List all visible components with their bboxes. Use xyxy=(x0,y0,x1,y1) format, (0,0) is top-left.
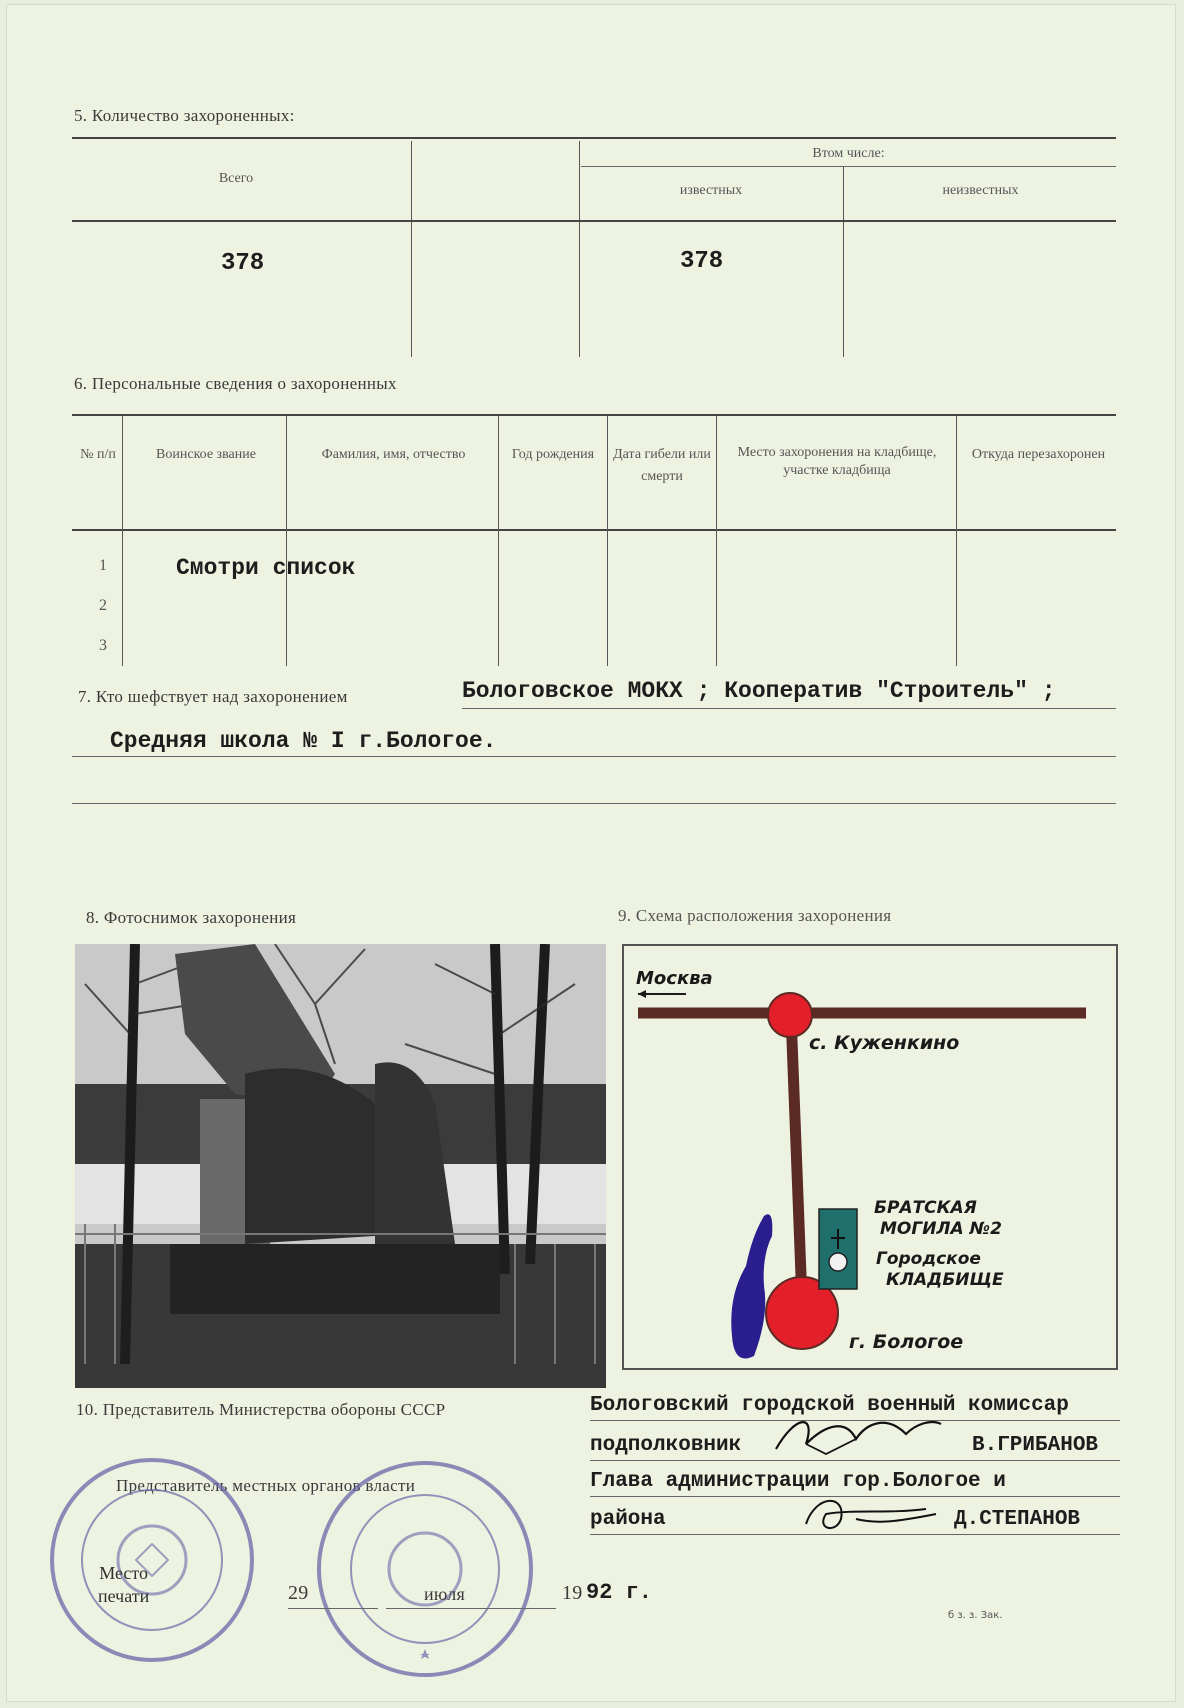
total-value: 378 xyxy=(221,250,265,277)
memorial-photo-image xyxy=(75,944,606,1388)
head-admin-district: района xyxy=(590,1508,666,1531)
header-num: № п/п xyxy=(80,447,116,462)
seal-place-line-2: печати xyxy=(98,1585,150,1606)
divider xyxy=(843,166,844,357)
header-unknown: неизвестных xyxy=(942,183,1019,198)
date-day: 29 xyxy=(288,1582,309,1604)
local-authority-label: Представитель местных органов власти xyxy=(116,1476,416,1495)
head-admin-signature xyxy=(796,1484,946,1544)
commissar-rank: подполковник xyxy=(590,1434,742,1457)
road-vertical xyxy=(791,1014,802,1302)
military-commissariat-seal xyxy=(310,1454,540,1684)
patron-line-1: Бологовское МОКХ ; Кооператив "Строитель" ; xyxy=(462,678,1056,704)
section9-title: 9. Схема расположения захоронения xyxy=(618,906,892,925)
divider xyxy=(72,414,1116,416)
document-sheet xyxy=(6,4,1176,1702)
row-number: 1 xyxy=(99,557,107,574)
commissar-title: Бологовский городской военный комиссар xyxy=(590,1394,1069,1417)
header-total: Всего xyxy=(218,171,254,186)
header-place: Место захоронения на кладбище, участке кладбища xyxy=(737,445,937,478)
known-value: 378 xyxy=(680,248,724,275)
section5-title: 5. Количество захороненных: xyxy=(74,106,295,125)
divider xyxy=(72,756,1116,757)
date-month: июля xyxy=(424,1584,466,1604)
grave-icon xyxy=(829,1253,847,1271)
divider xyxy=(122,416,123,666)
divider xyxy=(72,220,1116,222)
map-label-kuzhenkino: с. Куженкино xyxy=(809,1032,960,1054)
header-known: известных xyxy=(679,183,743,198)
map-drawing xyxy=(624,946,1116,1368)
print-mark: б з. з. Зак. xyxy=(948,1610,1003,1621)
arrow-left-icon xyxy=(638,990,646,998)
head-admin-title: Глава администрации гор.Бологое и xyxy=(590,1470,1006,1493)
seal-place xyxy=(98,1562,149,1607)
divider xyxy=(607,416,608,666)
divider xyxy=(72,803,1116,804)
header-rank: Воинское звание xyxy=(156,447,256,462)
date-year-suffix: 92 г. xyxy=(586,1580,653,1605)
section10-label: 10. Представитель Министерства обороны СССР xyxy=(76,1400,446,1419)
map-label-moscow: Москва xyxy=(636,968,713,989)
commissar-signature xyxy=(766,1404,946,1464)
commissar-name: В.ГРИБАНОВ xyxy=(972,1434,1099,1457)
header-death: Дата гибели или смерти xyxy=(613,447,711,484)
executive-committee-seal xyxy=(44,1452,260,1668)
divider xyxy=(288,1608,378,1609)
header-from: Откуда перезахоронен xyxy=(971,447,1106,462)
divider xyxy=(411,141,412,357)
map-label-cemetery-2: КЛАДБИЩЕ xyxy=(886,1270,1004,1290)
star-icon xyxy=(420,1649,430,1659)
divider xyxy=(286,416,287,666)
seal-place-line-1: Место xyxy=(99,1563,149,1583)
map-label-grave-1: БРАТСКАЯ xyxy=(874,1198,977,1218)
divider xyxy=(386,1608,556,1609)
divider xyxy=(72,137,1116,139)
map-label-bologoe: г. Бологое xyxy=(849,1331,964,1353)
header-name: Фамилия, имя, отчество xyxy=(321,447,466,462)
header-birth: Год рождения xyxy=(511,447,595,462)
kuzhenkino-marker xyxy=(768,993,812,1037)
row-number: 3 xyxy=(99,637,107,654)
divider xyxy=(581,166,1116,167)
divider xyxy=(498,416,499,666)
burial-photo xyxy=(75,944,606,1388)
header-including: Втом числе: xyxy=(812,146,885,161)
see-list-note: Смотри список xyxy=(176,555,356,581)
divider xyxy=(72,529,1116,531)
divider xyxy=(579,141,580,357)
lake-shape xyxy=(731,1214,772,1358)
row-number: 2 xyxy=(99,597,107,614)
patron-line-2: Средняя школа № I г.Бологое. xyxy=(110,728,497,754)
location-scheme-map xyxy=(622,944,1118,1370)
section6-title: 6. Персональные сведения о захороненных xyxy=(74,374,397,393)
head-admin-name: Д.СТЕПАНОВ xyxy=(954,1508,1081,1531)
map-label-cemetery-1: Городское xyxy=(876,1249,981,1269)
divider xyxy=(716,416,717,666)
section7-label: 7. Кто шефствует над захоронением xyxy=(78,687,348,706)
divider xyxy=(956,416,957,666)
map-label-grave-2: МОГИЛА №2 xyxy=(880,1219,1002,1239)
divider xyxy=(462,708,1116,709)
section8-title: 8. Фотоснимок захоронения xyxy=(86,908,297,927)
date-year-prefix: 19 xyxy=(562,1582,583,1604)
